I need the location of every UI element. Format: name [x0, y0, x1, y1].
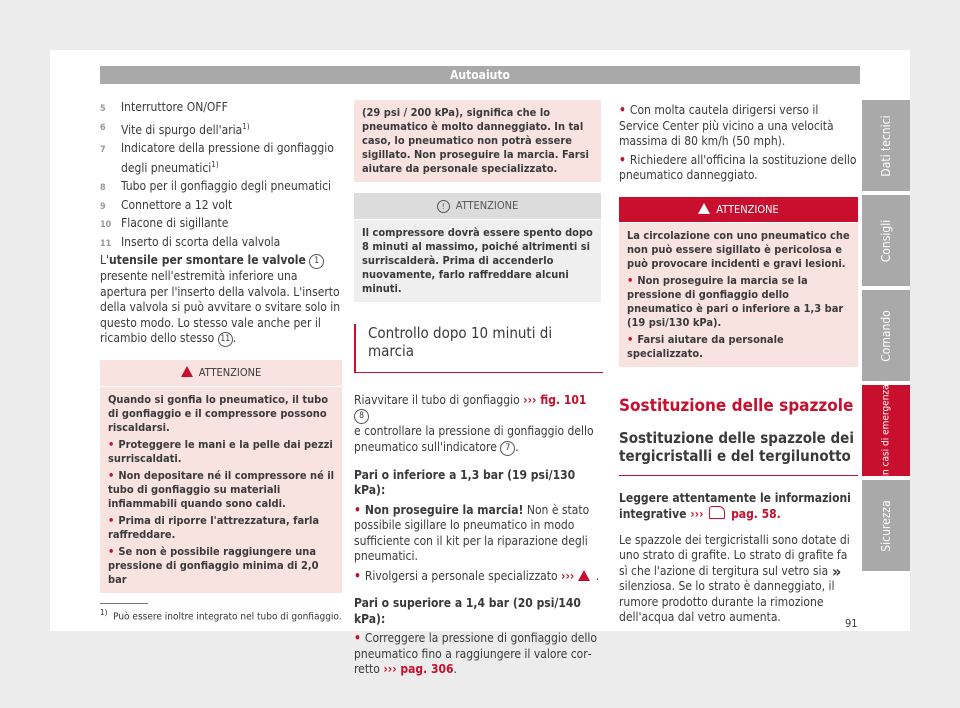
warning-bullets [627, 274, 850, 361]
page-header: Autoaiuto [100, 66, 860, 84]
fig-link[interactable]: ››› fig. 101 [523, 392, 587, 407]
warning-box-1 [100, 360, 342, 593]
sidebar-tab-label: Sicurezza [879, 499, 893, 552]
warning-header: ATTENZIONE [100, 360, 342, 387]
bullet-item [108, 514, 334, 542]
section-title: Controllo dopo 10 minuti di marcia [354, 324, 601, 373]
sidebar-tab[interactable] [862, 100, 910, 191]
column-3 [619, 100, 858, 626]
bullet-text: Con molta cautela dirigersi verso il Service Center più vicino a una velocità massima di 80 km/h (50 mph). [619, 103, 834, 148]
bullet-text: Se non è possibile raggiungere una pressione di gonfiaggio minima di 2,0 bar [108, 544, 319, 586]
bullet-icon: • [108, 544, 115, 558]
footnote-ref: 1) [211, 159, 219, 169]
warning-bullets [108, 438, 334, 587]
body-text: Le spazzole dei tergicristalli sono dotate di uno strato di grafite. Lo strato di grafite fa sì che l'azione di tergitura sul vetro sia silenziosa. Se lo strato è danneggiato, il rumore prodotto durante la rimozione dell'acqua dal vetro aumenta. [619, 532, 850, 624]
service-bullets [619, 103, 858, 184]
warning-link[interactable]: ››› [561, 568, 575, 583]
legend-text: Vite di spurgo dell'aria [121, 122, 243, 137]
callout-7: 7 [500, 441, 515, 456]
bullet-item [619, 103, 858, 150]
page-link[interactable]: pag. 58. [731, 507, 781, 521]
legend-item [100, 216, 342, 232]
legend-number: 7 [100, 145, 106, 155]
bullet-icon: • [108, 513, 115, 527]
bullet-item [627, 274, 850, 330]
legend-list [100, 100, 342, 250]
legend-text: Flacone di sigillante [121, 216, 229, 230]
legend-number: 9 [100, 201, 106, 212]
subsection-title: Sostituzione delle spazzole dei tergicristalli e del tergilunotto [619, 429, 858, 476]
page-link[interactable]: ››› pag. 306 [383, 662, 454, 676]
sidebar-tab-label: Comando [879, 309, 893, 362]
bullet-icon: • [627, 333, 634, 346]
sidebar-tab-label: In casi di emergenza [880, 383, 892, 478]
bullet-icon: • [627, 274, 634, 287]
sidebar-tab[interactable] [862, 480, 910, 571]
bullet-item [108, 545, 334, 587]
caution-header: ! ATTENZIONE [354, 193, 601, 220]
legend-text: Interruttore ON/OFF [121, 100, 228, 114]
low-bullet-1: • Non proseguire la marcia! Non è stato possibile sigillare lo pneumatico in modo sufficiente con il kit per la riparazione degli pneumatici. [354, 502, 590, 563]
sidebar [862, 100, 910, 575]
book-icon [709, 506, 725, 519]
continue-glyph: » [832, 562, 842, 581]
legend-number: 5 [100, 104, 106, 114]
bullet-text: Non depositare né il compressore né il tubo di gonfiaggio su materiali infiammabili quando sono caldi. [108, 468, 334, 510]
legend-number: 11 [100, 238, 112, 249]
warning-triangle-icon [578, 570, 590, 581]
legend-item [100, 119, 342, 139]
footnote-rule [100, 603, 148, 604]
callout-11: 11 [218, 332, 233, 347]
legend-text: Indicatore della pressione di gonfiaggio degli pneumatici [121, 141, 334, 175]
column-2 [354, 100, 601, 678]
bullet-icon: • [619, 103, 626, 117]
legend-text: Tubo per il gonfiaggio degli pneumatici [121, 179, 332, 193]
bullet-text: Richiedere all'officina la sostituzione dello pneumatico danneggiato. [619, 152, 857, 182]
bullet-item [108, 438, 334, 466]
sidebar-tab[interactable] [862, 385, 910, 476]
legend-text: Connettore a 12 volt [121, 197, 233, 212]
warning-intro: La circolazione con uno pneumatico che non può essere sigillato è pericolosa e può provocare incidenti e gravi lesioni. [627, 229, 850, 270]
legend-item [100, 100, 342, 116]
bullet-icon: • [619, 152, 626, 167]
check-paragraph: Riavvitare il tubo di gonfiaggio ››› fig. 101 8 e controllare la pressione di gonfiaggio dello pneumatico sull'indicatore 7 . [354, 392, 594, 454]
sidebar-tab[interactable] [862, 195, 910, 286]
ref-link[interactable]: ››› [690, 507, 704, 521]
high-pressure-heading: Pari o superiore a 1,4 bar (20 psi/140 kPa): [354, 596, 581, 626]
warning-header: ATTENZIONE [619, 197, 858, 224]
legend-number: 8 [100, 183, 106, 193]
warning-box-2 [619, 197, 858, 368]
footnote-ref: 1) [242, 121, 250, 131]
warning-triangle-icon [698, 203, 710, 214]
bullet-item [108, 469, 334, 511]
read-note: Leggere attentamente le informazioni integrative ››› pag. 58. [619, 490, 851, 521]
warning-triangle-icon [181, 366, 193, 377]
caution-box: ! ATTENZIONE Il compressore dovrà essere spento dopo 8 minuti al massimo, poiché altrimenti si surriscalderà. Prima di accenderlo nuovamente, farlo raffreddare alcuni minuti. [354, 193, 601, 302]
legend-number: 6 [100, 122, 106, 133]
bullet-item [619, 153, 858, 184]
legend-text: Inserto di scorta della valvola [121, 234, 281, 249]
warning-intro: Quando si gonfia lo pneumatico, il tubo di gonfiaggio e il compressore possono riscaldarsi. [108, 392, 329, 434]
bullet-icon: • [108, 468, 115, 482]
high-bullet-1: • Correggere la pressione di gonfiaggio dello pneumatico fino a raggiungere il valore corretto ››› pag. 306. [354, 631, 598, 676]
bullet-text: Prima di riporre l'attrezzatura, farla raffreddare. [108, 513, 320, 541]
bullet-text: Farsi aiutare da personale specializzato. [627, 333, 784, 360]
callout-1: 1 [309, 254, 324, 269]
legend-item [100, 179, 342, 195]
legend-item [100, 141, 342, 176]
bullet-text: Proteggere le mani e la pelle dai pezzi surriscaldati. [108, 437, 333, 465]
column-1 [100, 100, 342, 593]
sidebar-tab-label: Dati tecnici [879, 114, 893, 177]
warning-continuation: (29 psi / 200 kPa), significa che lo pneumatico è molto danneggiato. In tal caso, lo pneumatico non potrà essere sigillato. Non proseguire la marcia. Farsi aiutare da personale specializzato. [354, 100, 601, 182]
section-title: Sostituzione delle spazzole [619, 396, 854, 416]
low-pressure-heading: Pari o inferiore a 1,3 bar (19 psi/130 kPa): [354, 467, 576, 497]
footnote: $^{1)}$ Può essere inoltre integrato nel tubo di gonfiaggio. [100, 608, 342, 623]
bullet-icon: • [108, 437, 115, 451]
page-number: 91 [845, 617, 858, 630]
info-circle-icon: ! [437, 200, 450, 213]
legend-item [100, 235, 342, 251]
legend-item [100, 198, 342, 214]
bullet-text: Non proseguire la marcia se la pressione di gonfiaggio dello pneumatico è pari o inferiore a 1,3 bar (19 psi/130 kPa). [627, 274, 844, 329]
low-bullet-2: • Rivolgersi a personale specializzato ››› . [354, 568, 600, 583]
sidebar-tab[interactable] [862, 290, 910, 381]
valve-tool-paragraph: L'utensile per smontare le valvole 1 presente nell'estremità inferiore una apertura per l'inserto della valvola. L'inserto della valvola si può avvitare o svitare solo in questo modo. Lo stesso vale anche per il ricambio dello stesso 11 . [100, 253, 341, 345]
legend-number: 10 [100, 220, 112, 230]
bullet-item [627, 333, 850, 361]
sidebar-tab-label: Consigli [879, 219, 893, 262]
callout-8: 8 [354, 409, 369, 424]
